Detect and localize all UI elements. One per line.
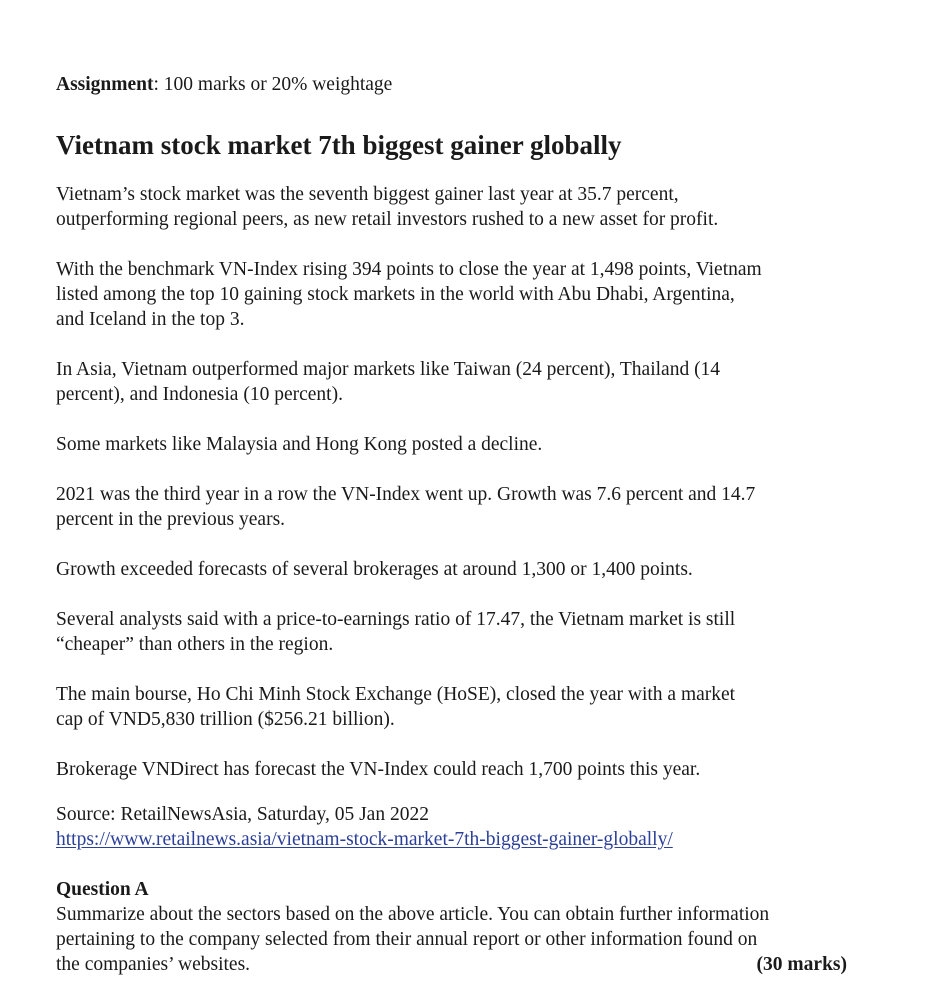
paragraph-line: and Iceland in the top 3. xyxy=(56,309,245,330)
article-paragraph-5 xyxy=(56,482,856,532)
paragraph-line: The main bourse, Ho Chi Minh Stock Exchange (HoSE), closed the year with a market xyxy=(56,684,736,705)
paragraph-line: In Asia, Vietnam outperformed major markets like Taiwan (24 percent), Thailand (14 xyxy=(56,359,721,380)
paragraph-line: Vietnam’s stock market was the seventh biggest gainer last year at 35.7 percent, xyxy=(56,184,679,205)
question-line: Summarize about the sectors based on the above article. You can obtain further information xyxy=(56,904,770,925)
source-link[interactable]: https://www.retailnews.asia/vietnam-stock-market-7th-biggest-gainer-globally/ xyxy=(56,829,673,850)
assignment-line xyxy=(56,72,392,98)
question-line: pertaining to the company selected from their annual report or other information found on xyxy=(56,929,758,950)
article-paragraph-6 xyxy=(56,557,856,582)
paragraph-line: percent in the previous years. xyxy=(56,509,286,530)
article-paragraph-1 xyxy=(56,182,856,232)
question-line: the companies’ websites. xyxy=(56,954,251,975)
article-title: Vietnam stock market 7th biggest gainer globally xyxy=(56,130,622,160)
assignment-label: Assignment xyxy=(56,74,154,95)
source-block xyxy=(56,802,856,852)
paragraph-line: Brokerage VNDirect has forecast the VN-Index could reach 1,700 points this year. xyxy=(56,759,701,780)
question-body xyxy=(56,902,847,977)
paragraph-line: Some markets like Malaysia and Hong Kong posted a decline. xyxy=(56,434,543,455)
paragraph-line: percent), and Indonesia (10 percent). xyxy=(56,384,343,405)
question-heading: Question A xyxy=(56,879,149,900)
source-citation: Source: RetailNewsAsia, Saturday, 05 Jan 2022 xyxy=(56,804,429,825)
paragraph-line: Growth exceeded forecasts of several brokerages at around 1,300 or 1,400 points. xyxy=(56,559,693,580)
paragraph-line: “cheaper” than others in the region. xyxy=(56,634,334,655)
article-paragraph-7 xyxy=(56,607,856,657)
paragraph-line: Several analysts said with a price-to-earnings ratio of 17.47, the Vietnam market is still xyxy=(56,609,736,630)
paragraph-line: With the benchmark VN-Index rising 394 points to close the year at 1,498 points, Vietnam xyxy=(56,259,762,280)
article-paragraph-3 xyxy=(56,357,856,407)
article-paragraph-2 xyxy=(56,257,856,332)
paragraph-line: cap of VND5,830 trillion ($256.21 billion). xyxy=(56,709,395,730)
paragraph-line: listed among the top 10 gaining stock markets in the world with Abu Dhabi, Argentina, xyxy=(56,284,735,305)
paragraph-line: 2021 was the third year in a row the VN-Index went up. Growth was 7.6 percent and 14.7 xyxy=(56,484,756,505)
assignment-weight-text: : 100 marks or 20% weightage xyxy=(153,74,393,95)
article-paragraph-4 xyxy=(56,432,856,457)
article-paragraph-9 xyxy=(56,757,856,782)
question-last-line xyxy=(56,952,847,977)
marks-label: (30 marks) xyxy=(756,954,847,975)
paragraph-line: outperforming regional peers, as new retail investors rushed to a new asset for profit. xyxy=(56,209,719,230)
article-paragraph-8 xyxy=(56,682,856,732)
